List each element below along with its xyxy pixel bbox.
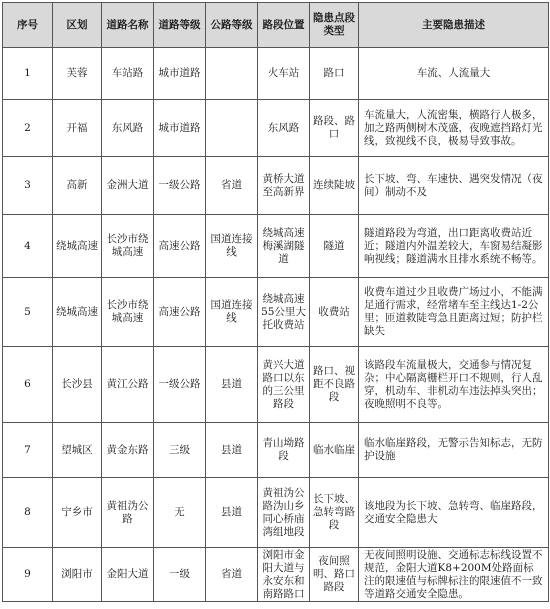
cell-seq: 5 (3, 278, 53, 347)
cell-road-grade: 高速公路 (154, 278, 206, 347)
table-row (3, 215, 549, 278)
cell-location: 浏阳市金阳大道与永安东和南路路口 (258, 548, 310, 602)
cell-road-grade: 一级 (154, 548, 206, 602)
cell-district: 望城区 (53, 423, 102, 478)
cell-district: 高新 (53, 157, 102, 215)
cell-seq: 7 (3, 423, 53, 478)
cell-location: 黄兴大道路口以东的三公里路段 (258, 347, 310, 423)
cell-road-name: 东风路 (102, 100, 154, 157)
cell-description: 长下坡、弯、车速快、遇突发情况（夜间）制动不及 (359, 157, 549, 215)
cell-highway-grade: 省道 (206, 548, 258, 602)
cell-location: 青山坳路段 (258, 423, 310, 478)
cell-road-name: 车站路 (102, 48, 154, 100)
cell-highway-grade (206, 100, 258, 157)
cell-highway-grade: 省道 (206, 157, 258, 215)
cell-district: 开福 (53, 100, 102, 157)
cell-seq: 8 (3, 478, 53, 548)
cell-hazard-type: 夜间照明、路口路段 (310, 548, 359, 602)
header-location: 路段位置 (258, 3, 310, 48)
cell-road-name: 金阳大道 (102, 548, 154, 602)
header-road-grade: 道路等级 (154, 3, 206, 48)
cell-road-name: 黄金东路 (102, 423, 154, 478)
hazard-table (2, 2, 549, 602)
table-row (3, 48, 549, 100)
cell-road-name: 金洲大道 (102, 157, 154, 215)
cell-location: 绕城高速梅溪湖隧道 (258, 215, 310, 278)
cell-road-name: 黄祖沩公路 (102, 478, 154, 548)
cell-district: 浏阳市 (53, 548, 102, 602)
cell-hazard-type: 路段、路口 (310, 100, 359, 157)
cell-highway-grade (206, 48, 258, 100)
table-row (3, 347, 549, 423)
cell-highway-grade: 县道 (206, 478, 258, 548)
table-row (3, 548, 549, 602)
cell-description: 收费车道过少且收费广场过小，不能满足通行需求，经常堵车至主线达1-2公里；匝道救陡弯急且距离过短；防护栏缺失 (359, 278, 549, 347)
cell-road-grade: 高速公路 (154, 215, 206, 278)
cell-description: 车流量大，人流密集，横路行人极多，加之路两侧树木茂盛，夜晚遮挡路灯光线，致视线不良，极易导致事故。 (359, 100, 549, 157)
table-row (3, 278, 549, 347)
cell-hazard-type: 路口 (310, 48, 359, 100)
cell-road-grade: 城市道路 (154, 100, 206, 157)
cell-hazard-type: 收费站 (310, 278, 359, 347)
cell-district: 芙蓉 (53, 48, 102, 100)
cell-description: 临水临崖路段，无警示告知标志，无防护设施 (359, 423, 549, 478)
header-hazard-type: 隐患点段类型 (310, 3, 359, 48)
cell-road-grade: 城市道路 (154, 48, 206, 100)
cell-description: 车流、人流量大 (359, 48, 549, 100)
cell-road-name: 黄江公路 (102, 347, 154, 423)
cell-district: 长沙县 (53, 347, 102, 423)
header-description: 主要隐患描述 (359, 3, 549, 48)
cell-location: 火车站 (258, 48, 310, 100)
cell-district: 宁乡市 (53, 478, 102, 548)
cell-location: 东风路 (258, 100, 310, 157)
table-row (3, 423, 549, 478)
cell-road-grade: 一级公路 (154, 157, 206, 215)
cell-seq: 4 (3, 215, 53, 278)
cell-highway-grade: 国道连接线 (206, 215, 258, 278)
cell-location: 绕城高速55公里大托收费站 (258, 278, 310, 347)
cell-seq: 2 (3, 100, 53, 157)
cell-district: 绕城高速 (53, 215, 102, 278)
cell-seq: 6 (3, 347, 53, 423)
cell-description: 该路段车流量极大，交通参与情况复杂；中心隔离栅栏开口不规则，行人乱穿，机动车、非机动车违法掉头突出；夜晚照明不良等。 (359, 347, 549, 423)
cell-hazard-type: 长下坡、急转弯路段 (310, 478, 359, 548)
header-district: 区划 (53, 3, 102, 48)
cell-district: 绕城高速 (53, 278, 102, 347)
cell-description: 该地段为长下坡、急转弯、临崖路段，交通安全隐患大 (359, 478, 549, 548)
cell-seq: 1 (3, 48, 53, 100)
cell-description: 隧道路段为弯道，出口距离收费站近近；隧道内外温差较大，车窗易结凝影响视线；隧道满水且排水系统不畅等。 (359, 215, 549, 278)
cell-road-grade: 三级 (154, 423, 206, 478)
table-row (3, 100, 549, 157)
cell-location: 黄祖沩公路沩山乡同心桥庙湾组地段 (258, 478, 310, 548)
cell-location: 黄桥大道至高新界 (258, 157, 310, 215)
cell-description: 无夜间照明设施、交通标志标线设置不规范，金阳大道K8+200M处路面标注的限速值与标牌标注的限速值不一致等道路交通安全隐患。 (359, 548, 549, 602)
header-seq: 序号 (3, 3, 53, 48)
header-road-name: 道路名称 (102, 3, 154, 48)
cell-road-grade: 无 (154, 478, 206, 548)
cell-highway-grade: 县道 (206, 347, 258, 423)
cell-road-name: 长沙市绕城高速 (102, 215, 154, 278)
table-row (3, 157, 549, 215)
cell-road-name: 长沙市绕城高速 (102, 278, 154, 347)
cell-hazard-type: 临水临崖 (310, 423, 359, 478)
cell-seq: 9 (3, 548, 53, 602)
cell-hazard-type: 路口、视距不良路段 (310, 347, 359, 423)
cell-highway-grade: 县道 (206, 423, 258, 478)
cell-hazard-type: 隧道 (310, 215, 359, 278)
header-row (3, 3, 549, 48)
cell-highway-grade: 国道连接线 (206, 278, 258, 347)
cell-hazard-type: 连续陡坡 (310, 157, 359, 215)
cell-seq: 3 (3, 157, 53, 215)
table-row (3, 478, 549, 548)
cell-road-grade: 一级公路 (154, 347, 206, 423)
header-highway-grade: 公路等级 (206, 3, 258, 48)
